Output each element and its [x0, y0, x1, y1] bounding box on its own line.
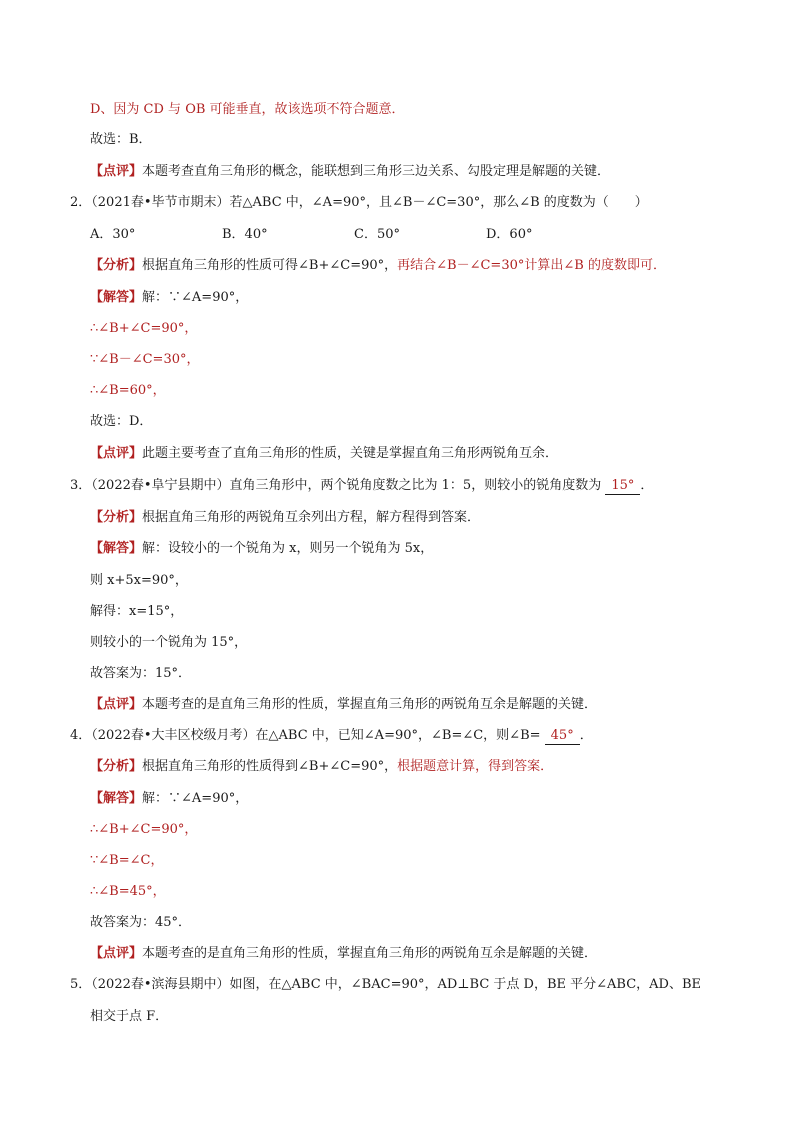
question-3-answer: 故答案为：15°．: [90, 666, 192, 681]
stem-text: 3．（2022春•阜宁县期中）直角三角形中，两个锐角度数之比为 1：5，则较小的锐角度数为: [70, 478, 602, 493]
option-c: C．50°: [354, 227, 400, 242]
comment-text: 本题考查直角三角形的概念，能联想到三角形三边关系、勾股定理是解题的关键．: [142, 164, 611, 179]
solution-step: 则较小的一个锐角为 15°，: [90, 635, 248, 650]
analysis-text: 根据直角三角形的两锐角互余列出方程，解方程得到答案．: [142, 510, 481, 525]
comment-tag: 【点评】: [90, 164, 143, 179]
option-a: A．30°: [90, 227, 136, 242]
option-d: D．60°: [486, 227, 533, 242]
solution-step: 解得：x=15°，: [90, 604, 184, 619]
prev-answer: 故选：B．: [90, 132, 152, 147]
analysis-tag: 【分析】: [90, 510, 143, 525]
solution-head: 解：设较小的一个锐角为 x，则另一个锐角为 5x，: [142, 541, 434, 556]
question-2-answer: 故选：D．: [90, 414, 153, 429]
answer-blank: 45°: [545, 728, 580, 745]
question-4-answer: 故答案为：45°．: [90, 915, 192, 930]
comment-tag: 【点评】: [90, 446, 143, 461]
question-3-analysis: [90, 508, 480, 528]
question-4-comment: [90, 944, 597, 964]
stem-end: ．: [579, 728, 593, 743]
question-4-analysis: [90, 757, 553, 777]
comment-text: 本题考查的是直角三角形的性质，掌握直角三角形的两锐角互余是解题的关键．: [142, 946, 598, 961]
analysis-text-a: 根据直角三角形的性质得到∠B+∠C=90°，: [142, 759, 398, 774]
solution-head: 解：∵∠A=90°，: [142, 290, 249, 305]
solution-tag: 【解答】: [90, 541, 143, 556]
solution-tag: 【解答】: [90, 791, 143, 806]
comment-text: 此题主要考查了直角三角形的性质，关键是掌握直角三角形两锐角互余．: [142, 446, 559, 461]
stem-text: 4．（2022春•大丰区校级月考）在△ABC 中，已知∠A=90°，∠B=∠C，则∠B=: [70, 728, 541, 743]
question-2-comment: [90, 444, 558, 464]
analysis-tag: 【分析】: [90, 258, 143, 273]
question-5-stem-continued: 相交于点 F．: [90, 1009, 169, 1024]
question-4-solution: [90, 789, 248, 809]
stem-end: ．: [640, 478, 654, 493]
question-3-stem: [70, 476, 653, 496]
prev-option-d: D、因为 CD 与 OB 可能垂直，故该选项不符合题意．: [90, 102, 405, 117]
solution-step: ∴∠B+∠C=90°，: [90, 321, 198, 336]
analysis-tag: 【分析】: [90, 759, 143, 774]
analysis-text-b: 再结合∠B－∠C=30°计算出∠B 的度数即可．: [397, 258, 666, 273]
solution-step: ∴∠B=60°，: [90, 383, 166, 398]
question-2-solution: [90, 288, 248, 308]
question-5-stem: 5．（2022春•滨海县期中）如图，在△ABC 中，∠BAC=90°，AD⊥BC 于点 D，BE 平分∠ABC，AD、BE: [70, 977, 702, 992]
solution-step: ∵∠B－∠C=30°，: [90, 352, 200, 367]
solution-step: 则 x+5x=90°，: [90, 573, 188, 588]
solution-step: ∵∠B=∠C，: [90, 853, 164, 868]
solution-tag: 【解答】: [90, 290, 143, 305]
solution-step: ∴∠B+∠C=90°，: [90, 822, 198, 837]
question-2-options: [90, 225, 532, 245]
analysis-text-b: 根据题意计算，得到答案．: [397, 759, 554, 774]
comment-text: 本题考查的是直角三角形的性质，掌握直角三角形的两锐角互余是解题的关键．: [142, 697, 598, 712]
question-3-solution: [90, 539, 433, 559]
question-2-stem: 2．（2021春•毕节市期末）若△ABC 中，∠A=90°，且∠B－∠C=30°，那么∠B 的度数为（ ）: [70, 195, 648, 210]
question-3-comment: [90, 695, 597, 715]
comment-tag: 【点评】: [90, 946, 143, 961]
answer-blank: 15°: [605, 478, 640, 495]
question-2-analysis: [90, 256, 666, 276]
analysis-text-a: 根据直角三角形的性质可得∠B+∠C=90°，: [142, 258, 398, 273]
option-b: B．40°: [222, 227, 268, 242]
solution-step: ∴∠B=45°，: [90, 884, 166, 899]
comment-tag: 【点评】: [90, 697, 143, 712]
solution-head: 解：∵∠A=90°，: [142, 791, 249, 806]
question-4-stem: [70, 726, 593, 746]
prev-comment: [90, 162, 610, 182]
